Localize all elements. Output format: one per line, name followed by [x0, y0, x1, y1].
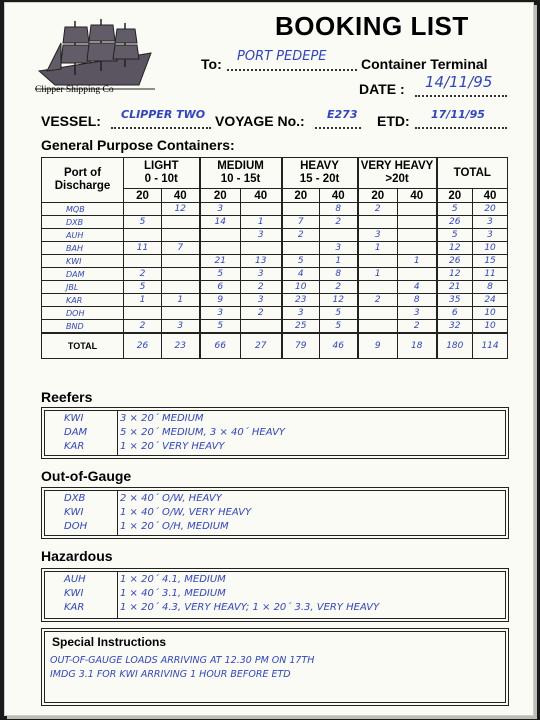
table-row: [42, 242, 508, 255]
count-cell[interactable]: 3: [320, 242, 358, 255]
reefers-box: [41, 407, 509, 459]
weight-group-range: 10 - 15t: [220, 173, 261, 185]
container-description[interactable]: 1 × 20´ VERY HEAVY: [120, 441, 225, 452]
size-header: 20: [200, 189, 241, 203]
gp-section-title: General Purpose Containers:: [41, 137, 235, 153]
table-row: [42, 268, 508, 281]
count-cell[interactable]: [358, 216, 398, 229]
count-cell[interactable]: 10: [473, 320, 508, 334]
port-code-cell[interactable]: BAH: [42, 242, 124, 255]
vessel-label: VESSEL:: [41, 113, 101, 129]
table-row: [42, 281, 508, 294]
haz-box: [41, 568, 509, 622]
count-cell[interactable]: 12: [162, 203, 200, 216]
total-cell[interactable]: 26: [124, 333, 162, 359]
port-code[interactable]: DXB: [64, 493, 86, 504]
container-description[interactable]: 1 × 20´ O/H, MEDIUM: [120, 521, 229, 532]
container-description[interactable]: 5 × 20´ MEDIUM, 3 × 40´ HEAVY: [120, 427, 286, 438]
count-cell[interactable]: 3: [358, 229, 398, 242]
count-cell[interactable]: 5: [320, 307, 358, 320]
count-cell[interactable]: [124, 255, 162, 268]
size-header: 40: [473, 189, 508, 203]
etd-label: ETD:: [377, 113, 410, 129]
port-code-cell[interactable]: DXB: [42, 216, 124, 229]
page-title: BOOKING LIST: [275, 11, 469, 41]
count-cell[interactable]: 1: [320, 255, 358, 268]
port-code-cell[interactable]: DOH: [42, 307, 124, 320]
port-of-discharge-header: Port of Discharge: [42, 158, 124, 203]
count-cell[interactable]: 5: [282, 255, 320, 268]
count-cell[interactable]: 2: [124, 268, 162, 281]
count-cell[interactable]: [398, 242, 437, 255]
count-cell[interactable]: 7: [282, 216, 320, 229]
count-cell[interactable]: [162, 216, 200, 229]
count-cell[interactable]: 14: [200, 216, 241, 229]
size-header: 40: [398, 189, 437, 203]
count-cell[interactable]: 32: [437, 320, 473, 334]
size-header: 40: [162, 189, 200, 203]
count-cell[interactable]: 35: [437, 294, 473, 307]
count-cell[interactable]: [241, 203, 282, 216]
count-cell[interactable]: 1: [358, 268, 398, 281]
count-cell[interactable]: 5: [124, 216, 162, 229]
count-cell[interactable]: [241, 320, 282, 334]
count-cell[interactable]: [162, 229, 200, 242]
count-cell[interactable]: [124, 229, 162, 242]
port-code-cell[interactable]: JBL: [42, 281, 124, 294]
container-description[interactable]: 1 × 40´ O/W, VERY HEAVY: [120, 507, 252, 518]
weight-group-range: 0 - 10t: [144, 173, 178, 185]
table-row: [42, 255, 508, 268]
gp-group-header-row: [42, 158, 508, 189]
port-code-cell[interactable]: KAR: [42, 294, 124, 307]
count-cell[interactable]: 2: [241, 307, 282, 320]
weight-group-header: [437, 158, 508, 189]
count-cell[interactable]: 1: [162, 294, 200, 307]
count-cell[interactable]: 6: [200, 281, 241, 294]
count-cell[interactable]: 6: [437, 307, 473, 320]
date-field-line: [415, 95, 507, 97]
container-description[interactable]: 1 × 20´ 4.3, VERY HEAVY; 1 × 20´ 3.3, VERY HEAVY: [120, 602, 380, 613]
count-cell[interactable]: 15: [473, 255, 508, 268]
count-cell[interactable]: [124, 307, 162, 320]
count-cell[interactable]: 12: [320, 294, 358, 307]
size-header: 20: [282, 189, 320, 203]
port-code-cell[interactable]: AUH: [42, 229, 124, 242]
count-cell[interactable]: 5: [437, 203, 473, 216]
container-description[interactable]: 1 × 40´ 3.1, MEDIUM: [120, 588, 226, 599]
count-cell[interactable]: 5: [124, 281, 162, 294]
special-instructions-title: Special Instructions: [52, 635, 167, 649]
count-cell[interactable]: 5: [320, 320, 358, 334]
count-cell[interactable]: [398, 268, 437, 281]
voyage-value[interactable]: E273: [327, 108, 358, 121]
to-value[interactable]: PORT PEDEPE: [237, 49, 327, 64]
count-cell[interactable]: 5: [200, 320, 241, 334]
count-cell[interactable]: 3: [241, 294, 282, 307]
to-label: To:: [201, 56, 222, 72]
count-cell[interactable]: 3: [241, 268, 282, 281]
count-cell[interactable]: 2: [124, 320, 162, 334]
weight-group-header: [124, 158, 200, 189]
container-description[interactable]: 2 × 40´ O/W, HEAVY: [120, 493, 222, 504]
weight-group-name: LIGHT: [144, 160, 179, 172]
count-cell[interactable]: [398, 216, 437, 229]
total-cell[interactable]: 23: [162, 333, 200, 359]
special-instructions-box: [41, 628, 509, 706]
port-code-cell[interactable]: BND: [42, 320, 124, 334]
count-cell[interactable]: [358, 255, 398, 268]
count-cell[interactable]: 21: [200, 255, 241, 268]
etd-value[interactable]: 17/11/95: [431, 108, 485, 121]
port-code[interactable]: KAR: [64, 441, 85, 452]
total-cell[interactable]: 180: [437, 333, 473, 359]
count-cell[interactable]: 5: [437, 229, 473, 242]
count-cell[interactable]: [358, 281, 398, 294]
weight-group-name: MEDIUM: [217, 160, 264, 172]
size-header: 40: [241, 189, 282, 203]
company-name: Clipper Shipping Co: [35, 85, 114, 95]
port-code[interactable]: KWI: [64, 507, 84, 518]
count-cell[interactable]: 1: [358, 242, 398, 255]
table-row: [42, 307, 508, 320]
port-code[interactable]: KWI: [64, 413, 84, 424]
total-label: TOTAL: [42, 333, 124, 359]
count-cell[interactable]: 10: [473, 242, 508, 255]
count-cell[interactable]: [241, 242, 282, 255]
count-cell[interactable]: [320, 229, 358, 242]
port-code[interactable]: DOH: [64, 521, 88, 532]
count-cell[interactable]: [200, 229, 241, 242]
count-cell[interactable]: 2: [320, 281, 358, 294]
count-cell[interactable]: 1: [398, 255, 437, 268]
date-label: DATE :: [359, 81, 405, 97]
count-cell[interactable]: 10: [282, 281, 320, 294]
voyage-label: VOYAGE No.:: [215, 113, 305, 129]
count-cell[interactable]: 20: [473, 203, 508, 216]
gp-containers-table: [41, 157, 508, 359]
total-cell[interactable]: 66: [200, 333, 241, 359]
weight-group-header: [200, 158, 282, 189]
totals-row: [42, 333, 508, 359]
count-cell[interactable]: [162, 281, 200, 294]
count-cell[interactable]: 26: [437, 216, 473, 229]
oog-box: [41, 487, 509, 539]
port-code[interactable]: DAM: [64, 427, 88, 438]
count-cell[interactable]: 3: [473, 229, 508, 242]
total-cell[interactable]: 9: [358, 333, 398, 359]
count-cell[interactable]: 2: [358, 203, 398, 216]
count-cell[interactable]: 23: [282, 294, 320, 307]
port-code[interactable]: KWI: [64, 588, 84, 599]
count-cell[interactable]: 12: [437, 242, 473, 255]
count-cell[interactable]: 2: [282, 229, 320, 242]
count-cell[interactable]: 26: [437, 255, 473, 268]
size-header: 40: [320, 189, 358, 203]
port-code-cell[interactable]: DAM: [42, 268, 124, 281]
count-cell[interactable]: 3: [473, 216, 508, 229]
weight-group-range: 15 - 20t: [299, 173, 340, 185]
count-cell[interactable]: 8: [320, 268, 358, 281]
count-cell[interactable]: 11: [124, 242, 162, 255]
size-header: 20: [437, 189, 473, 203]
weight-group-name: VERY HEAVY: [360, 160, 434, 172]
count-cell[interactable]: 3: [241, 229, 282, 242]
count-cell[interactable]: [200, 242, 241, 255]
vessel-field-line: [111, 127, 211, 129]
count-cell[interactable]: 11: [473, 268, 508, 281]
port-code[interactable]: AUH: [64, 574, 86, 585]
count-cell[interactable]: 2: [358, 294, 398, 307]
count-cell[interactable]: 2: [241, 281, 282, 294]
count-cell[interactable]: 7: [162, 242, 200, 255]
count-cell[interactable]: 3: [282, 307, 320, 320]
count-cell[interactable]: [282, 203, 320, 216]
weight-group-header: [358, 158, 437, 189]
container-description[interactable]: 1 × 20´ 4.1, MEDIUM: [120, 574, 226, 585]
reefers-title: Reefers: [41, 389, 93, 405]
count-cell[interactable]: 13: [241, 255, 282, 268]
count-cell[interactable]: 3: [162, 320, 200, 334]
count-cell[interactable]: 1: [241, 216, 282, 229]
date-value[interactable]: 14/11/95: [425, 73, 493, 91]
size-header: 20: [124, 189, 162, 203]
total-cell[interactable]: 114: [473, 333, 508, 359]
etd-field-line: [415, 127, 507, 129]
size-header: 20: [358, 189, 398, 203]
count-cell[interactable]: 8: [473, 281, 508, 294]
count-cell[interactable]: 21: [437, 281, 473, 294]
weight-group-name: TOTAL: [453, 166, 491, 179]
port-code-cell[interactable]: MQB: [42, 203, 124, 216]
total-cell[interactable]: 27: [241, 333, 282, 359]
haz-title: Hazardous: [41, 548, 113, 564]
count-cell[interactable]: 25: [282, 320, 320, 334]
count-cell[interactable]: 3: [200, 203, 241, 216]
container-description[interactable]: 3 × 20´ MEDIUM: [120, 413, 204, 424]
table-row: [42, 294, 508, 307]
weight-group-range: >20t: [385, 173, 409, 185]
count-cell[interactable]: 24: [473, 294, 508, 307]
booking-list-sheet: [4, 2, 534, 716]
count-cell[interactable]: 4: [398, 281, 437, 294]
terminal-label: Container Terminal: [361, 56, 488, 72]
count-cell[interactable]: 3: [200, 307, 241, 320]
table-row: [42, 203, 508, 216]
special-instruction-line[interactable]: IMDG 3.1 FOR KWI ARRIVING 1 HOUR BEFORE ETD: [50, 669, 291, 680]
count-cell[interactable]: [282, 242, 320, 255]
count-cell[interactable]: [162, 307, 200, 320]
count-cell[interactable]: [124, 203, 162, 216]
voyage-field-line: [315, 127, 361, 129]
count-cell[interactable]: 1: [124, 294, 162, 307]
port-code-cell[interactable]: KWI: [42, 255, 124, 268]
special-instruction-line[interactable]: OUT-OF-GAUGE LOADS ARRIVING AT 12.30 PM ON 17TH: [50, 655, 315, 666]
total-cell[interactable]: 79: [282, 333, 320, 359]
vessel-value[interactable]: CLIPPER TWO: [121, 108, 206, 121]
table-row: [42, 320, 508, 334]
to-field-line: [227, 69, 357, 71]
count-cell[interactable]: 8: [398, 294, 437, 307]
count-cell[interactable]: 9: [200, 294, 241, 307]
count-cell[interactable]: 12: [437, 268, 473, 281]
count-cell[interactable]: 2: [320, 216, 358, 229]
count-cell[interactable]: 10: [473, 307, 508, 320]
total-cell[interactable]: 46: [320, 333, 358, 359]
table-row: [42, 216, 508, 229]
count-cell[interactable]: [358, 307, 398, 320]
count-cell[interactable]: [398, 203, 437, 216]
count-cell[interactable]: 4: [282, 268, 320, 281]
count-cell[interactable]: 2: [398, 320, 437, 334]
count-cell[interactable]: 3: [398, 307, 437, 320]
weight-group-header: [282, 158, 358, 189]
total-cell[interactable]: 18: [398, 333, 437, 359]
count-cell[interactable]: 8: [320, 203, 358, 216]
count-cell[interactable]: [358, 320, 398, 334]
count-cell[interactable]: [398, 229, 437, 242]
count-cell[interactable]: [162, 255, 200, 268]
table-row: [42, 229, 508, 242]
count-cell[interactable]: [162, 268, 200, 281]
count-cell[interactable]: 5: [200, 268, 241, 281]
weight-group-name: HEAVY: [300, 160, 339, 172]
port-code[interactable]: KAR: [64, 602, 85, 613]
oog-title: Out-of-Gauge: [41, 468, 132, 484]
